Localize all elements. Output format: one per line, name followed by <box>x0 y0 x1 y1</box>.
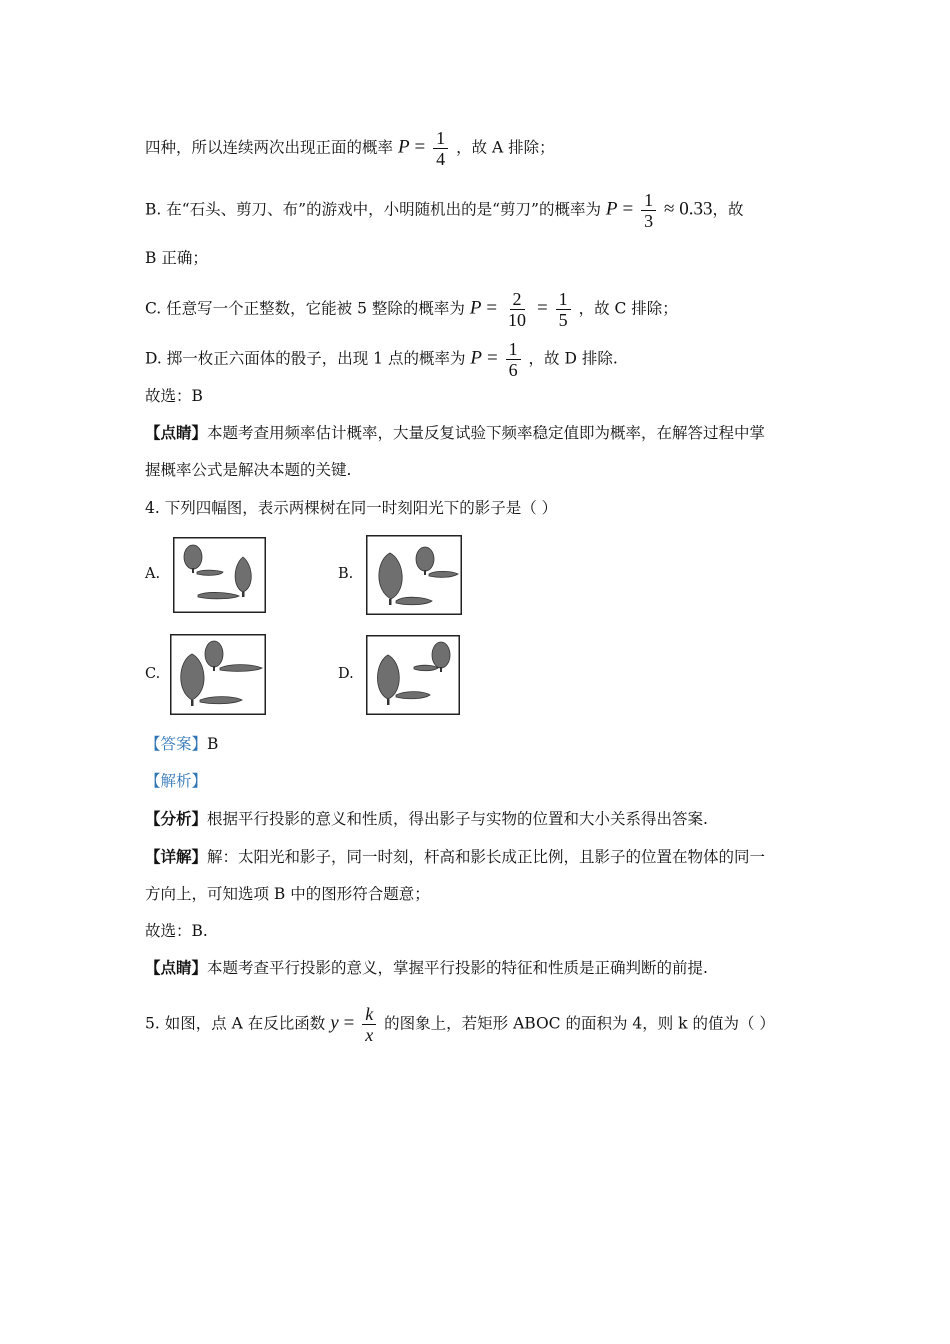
tag-dianjing: 【点睛】 <box>145 423 208 442</box>
fraction <box>433 128 448 169</box>
question-4: 4. 下列四幅图，表示两棵树在同一时刻阳光下的影子是（ ） <box>145 499 558 517</box>
line-2 <box>145 190 743 231</box>
numerator: 1 <box>556 289 571 310</box>
numerator: 2 <box>510 289 525 310</box>
option-a-label: A. <box>145 566 161 582</box>
text: ，故 C 排除； <box>578 299 678 318</box>
option-b-image <box>366 535 462 615</box>
line-4 <box>145 289 678 330</box>
fraction <box>362 1004 376 1045</box>
xiangjie-line <box>145 845 765 869</box>
text: D. 掷一枚正六面体的骰子，出现 1 点的概率为 <box>145 349 466 368</box>
tag-answer: 【答案】 <box>145 735 208 753</box>
math-approx: ≈ 0.33 <box>664 198 713 220</box>
option-d-image <box>366 635 460 715</box>
math-var: P <box>470 347 482 369</box>
text: 四种，所以连续两次出现正面的概率 <box>145 138 394 157</box>
numerator: 1 <box>641 190 656 211</box>
math-eq: = <box>414 136 426 158</box>
math-eq: = <box>486 347 498 369</box>
numerator: k <box>362 1004 376 1025</box>
tag-xiangjie: 【详解】 <box>145 847 208 866</box>
math-eq: = <box>343 1012 355 1034</box>
option-a-image <box>173 537 266 613</box>
math-eq: = <box>622 198 634 220</box>
denominator: 6 <box>508 360 518 380</box>
dianjing-line-2 <box>145 956 708 980</box>
numerator: 1 <box>506 339 521 360</box>
tag-fenxi: 【分析】 <box>145 809 208 828</box>
denominator: 3 <box>644 211 654 231</box>
text: 5. 如图，点 A 在反比函数 <box>145 1014 326 1033</box>
line-3: B 正确； <box>145 249 208 267</box>
line-6: 故选：B <box>145 387 203 405</box>
line-1 <box>145 128 555 169</box>
fraction <box>641 190 656 231</box>
line-7 <box>145 421 765 445</box>
text: ，故 D 排除. <box>528 349 618 368</box>
tag-dianjing: 【点睛】 <box>145 958 208 977</box>
text: 本题考查用频率估计概率，大量反复试验下频率稳定值即为概率，在解答过程中掌 <box>207 424 766 442</box>
math-var: P <box>397 136 410 158</box>
math-var: P <box>605 198 618 220</box>
tag-analysis: 【解析】 <box>145 772 208 790</box>
denominator: x <box>365 1025 374 1045</box>
text: B. 在“石头、剪刀、布”的游戏中，小明随机出的是“剪刀”的概率为 <box>145 200 601 219</box>
text: 解：太阳光和影子，同一时刻，杆高和影长成正比例，且影子的位置在物体的同一 <box>207 848 766 866</box>
fraction <box>506 339 521 380</box>
question-5 <box>145 1004 775 1045</box>
option-d-label: D. <box>338 666 354 682</box>
option-c-label: C. <box>145 666 161 682</box>
text: 的图象上，若矩形 ABOC 的面积为 4，则 k 的值为（ ） <box>384 1014 775 1033</box>
text: ，故 <box>712 200 744 219</box>
line-8: 握概率公式是解决本题的关键. <box>145 461 352 479</box>
math-var: y <box>330 1012 339 1034</box>
denominator: 10 <box>508 310 527 330</box>
numerator: 1 <box>433 128 448 149</box>
text: C. 任意写一个正整数，它能被 5 整除的概率为 <box>145 299 465 318</box>
fraction <box>556 289 571 330</box>
answer-line <box>145 732 218 756</box>
text: 本题考查平行投影的意义，掌握平行投影的特征和性质是正确判断的前提. <box>207 959 708 977</box>
option-b-label: B. <box>338 566 354 582</box>
math-eq: = <box>486 297 498 319</box>
math-eq: = <box>536 297 548 319</box>
denominator: 4 <box>436 149 446 169</box>
answer-value: B <box>207 735 219 753</box>
fenxi-line <box>145 807 708 831</box>
line-5 <box>145 339 618 380</box>
text: ，故 A 排除； <box>456 138 555 157</box>
xiangjie-line-2: 方向上，可知选项 B 中的图形符合题意； <box>145 885 430 903</box>
xuan-line: 故选：B. <box>145 922 208 940</box>
option-c-image <box>170 634 266 715</box>
text: 根据平行投影的意义和性质，得出影子与实物的位置和大小关系得出答案. <box>207 810 708 828</box>
denominator: 5 <box>558 310 568 330</box>
math-var: P <box>469 297 482 319</box>
fraction <box>505 289 529 330</box>
